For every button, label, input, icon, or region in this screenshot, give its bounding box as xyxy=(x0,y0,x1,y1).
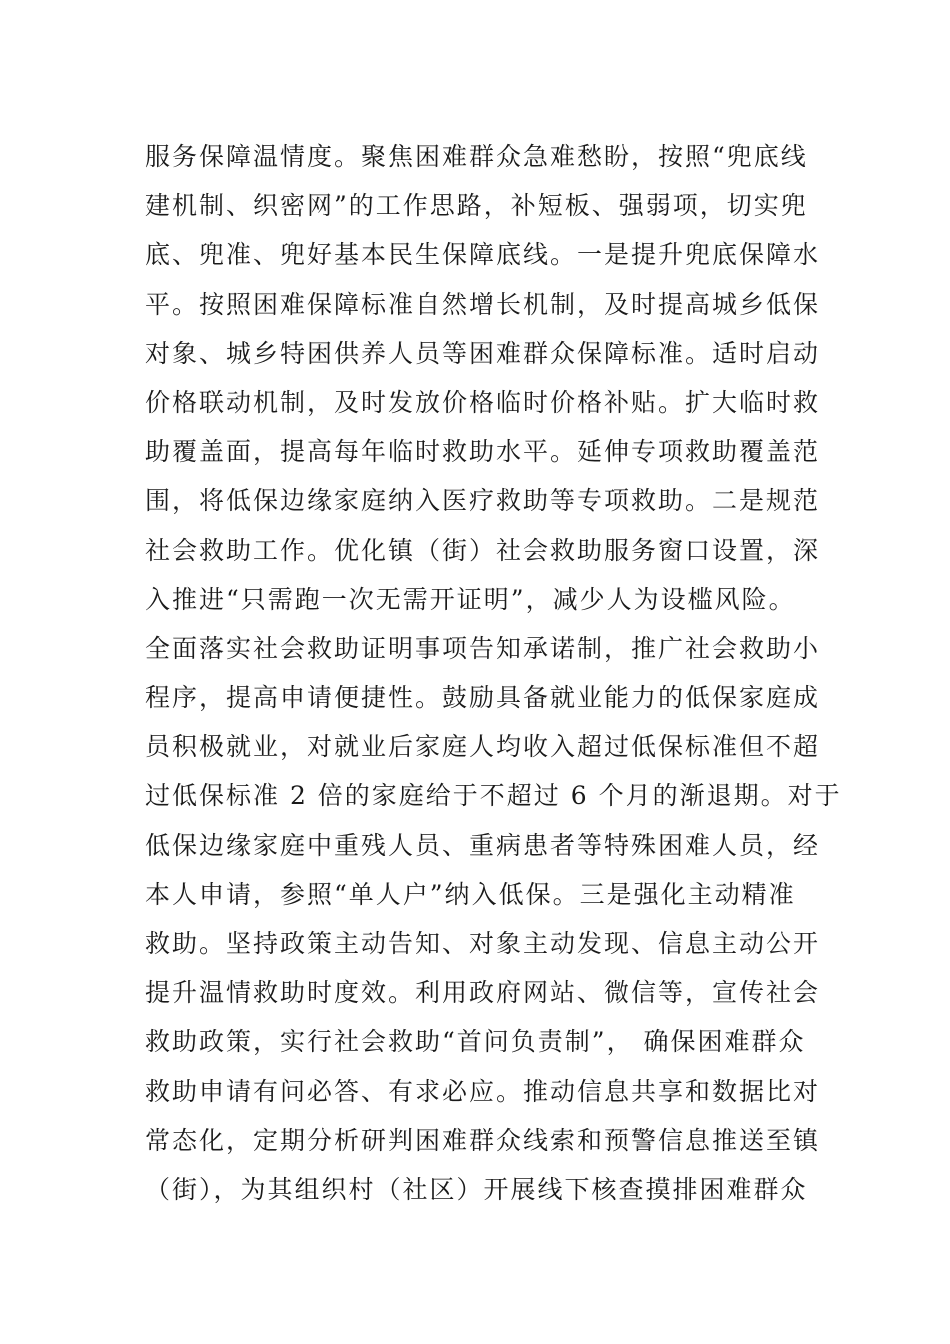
text-line: 建机制、织密网”的工作思路，补短板、强弱项，切实兜 xyxy=(145,191,808,221)
text-line: 底、兜准、兜好基本民生保障底线。一是提升兜底保障水 xyxy=(145,240,821,270)
text-line: 价格联动机制，及时发放价格临时价格补贴。扩大临时救 xyxy=(145,387,821,417)
text-line: 助覆盖面，提高每年临时救助水平。延伸专项救助覆盖范 xyxy=(145,437,821,467)
text-line: 本人申请，参照“单人户”纳入低保。三是强化主动精准 xyxy=(145,879,796,909)
text-line: 对象、城乡特困供养人员等困难群众保障标准。适时启动 xyxy=(145,338,821,368)
text-line: 社会救助工作。优化镇（街）社会救助服务窗口设置，深 xyxy=(145,535,821,565)
text-line: 全面落实社会救助证明事项告知承诺制，推广社会救助小 xyxy=(145,633,821,663)
text-line: 入推进“只需跑一次无需开证明”，减少人为设槛风险。 xyxy=(145,584,796,614)
text-line: （街），为其组织村（社区）开展线下核查摸排困难群众 xyxy=(145,1174,808,1204)
text-line: 救助。坚持政策主动告知、对象主动发现、信息主动公开 xyxy=(145,929,821,958)
text-line: 过低保标准 2 倍的家庭给于不超过 6 个月的渐退期。对于 xyxy=(145,781,842,811)
text-line: 救助申请有问必答、有求必应。推动信息共享和数据比对 xyxy=(145,1076,821,1106)
body-text xyxy=(145,132,842,1214)
text-line: 围，将低保边缘家庭纳入医疗救助等专项救助。二是规范 xyxy=(145,486,821,516)
text-line: 服务保障温情度。聚焦困难群众急难愁盼，按照“兜底线 xyxy=(145,142,808,171)
text-line: 救助政策，实行社会救助“首问负责制”， 确保困难群众 xyxy=(145,1027,806,1057)
text-line: 平。按照困难保障标准自然增长机制，及时提高城乡低保 xyxy=(145,289,821,319)
text-line: 程序，提高申请便捷性。鼓励具备就业能力的低保家庭成 xyxy=(145,683,821,713)
text-line: 常态化，定期分析研判困难群众线索和预警信息推送至镇 xyxy=(145,1125,821,1155)
text-line: 提升温情救助时度效。利用政府网站、微信等，宣传社会 xyxy=(145,978,821,1008)
text-line: 员积极就业，对就业后家庭人均收入超过低保标准但不超 xyxy=(145,732,821,762)
text-line: 低保边缘家庭中重残人员、重病患者等特殊困难人员，经 xyxy=(145,830,821,860)
